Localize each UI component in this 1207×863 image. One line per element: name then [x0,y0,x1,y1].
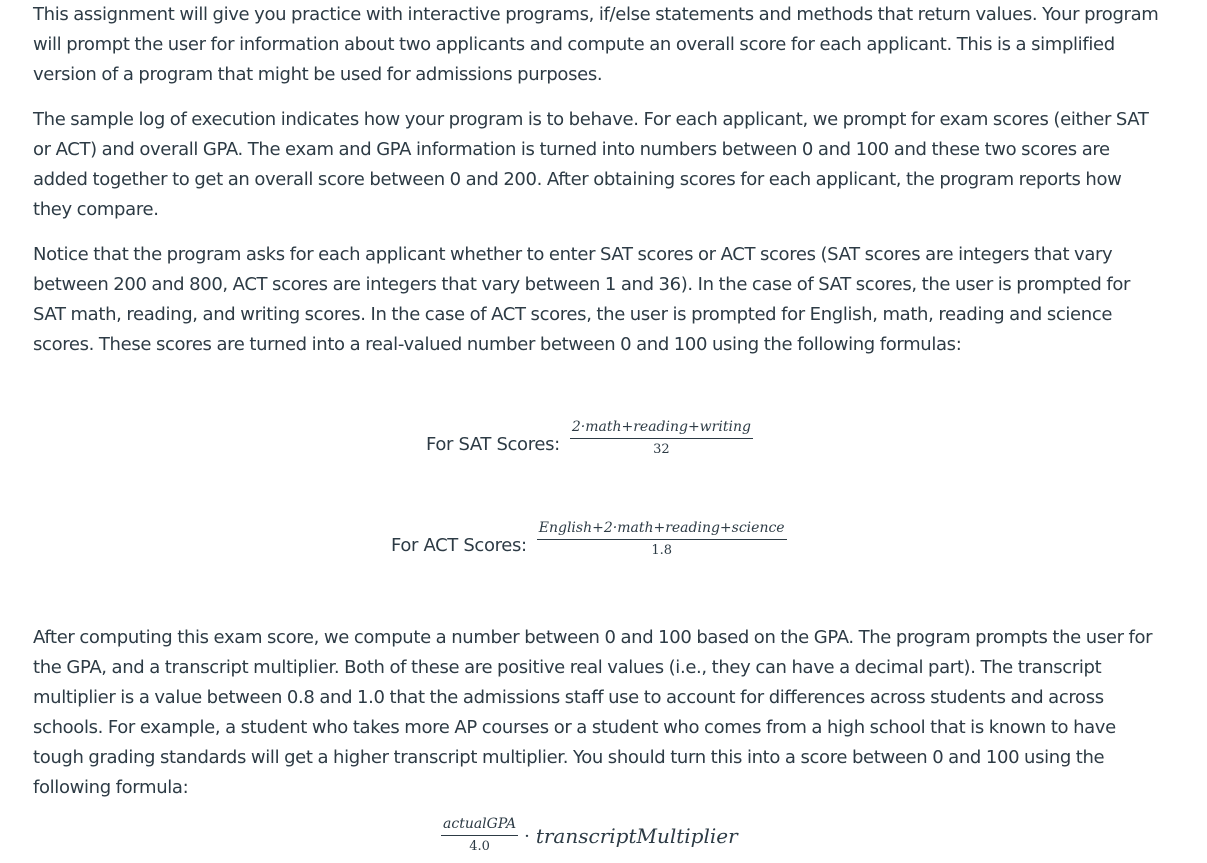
sat-denominator: 32 [653,442,670,457]
sat-numerator: 2·math+reading+writing [570,418,753,439]
act-fraction [537,519,787,559]
sat-formula [426,418,753,458]
transcript-multiplier-term: transcriptMultiplier [535,824,738,848]
gpa-denominator: 4.0 [469,839,490,854]
gpa-paragraph: After computing this exam score, we compute a number between 0 and 100 based on the GPA. The program prompts the user for the GPA, and a transcript multiplier. Both of these are positive real values (i.e., they can have a decimal part). The transcript multiplier is a value between 0.8 and 1.0 that the admissions staff use to account for differences across students and across schools. For example, a student who takes more AP courses or a student who comes from a high school that is known to have tough grading standards will get a higher transcript multiplier. You should turn this into a score between 0 and 100 using the following formula: [33,627,1153,798]
score-types-paragraph: Notice that the program asks for each applicant whether to enter SAT scores or ACT scores (SAT scores are integers that vary between 200 and 800, ACT scores are integers that vary between 1 and 36). In the case of SAT scores, the user is prompted for SAT math, reading, and writing scores. In the case of ACT scores, the user is prompted for English, math, reading and science scores. These scores are turned into a real-valued number between 0 and 100 using the following formulas: [33,244,1131,355]
gpa-numerator: actualGPA [441,815,518,836]
act-formula-label: For ACT Scores: [391,534,527,556]
act-numerator: English+2·math+reading+science [537,519,787,540]
sat-fraction [570,418,753,458]
sat-formula-label: For SAT Scores: [426,433,560,455]
multiply-operator: · [524,825,530,847]
gpa-formula [441,815,738,855]
act-denominator: 1.8 [651,543,673,558]
intro-paragraph: This assignment will give you practice with interactive programs, if/else statements and methods that return values. Your program will prompt the user for information about two applicants and compute an overall score for each applicant. This is a simplified version of a program that might be used for admissions purposes. [33,4,1159,85]
sample-log-paragraph: The sample log of execution indicates how your program is to behave. For each applicant, we prompt for exam scores (either SAT or ACT) and overall GPA. The exam and GPA information is turned into numbers between 0 and 100 and these two scores are added together to get an overall score between 0 and 200. After obtaining scores for each applicant, the program reports how they compare. [33,109,1149,220]
act-formula [391,519,787,559]
gpa-fraction [441,815,518,855]
